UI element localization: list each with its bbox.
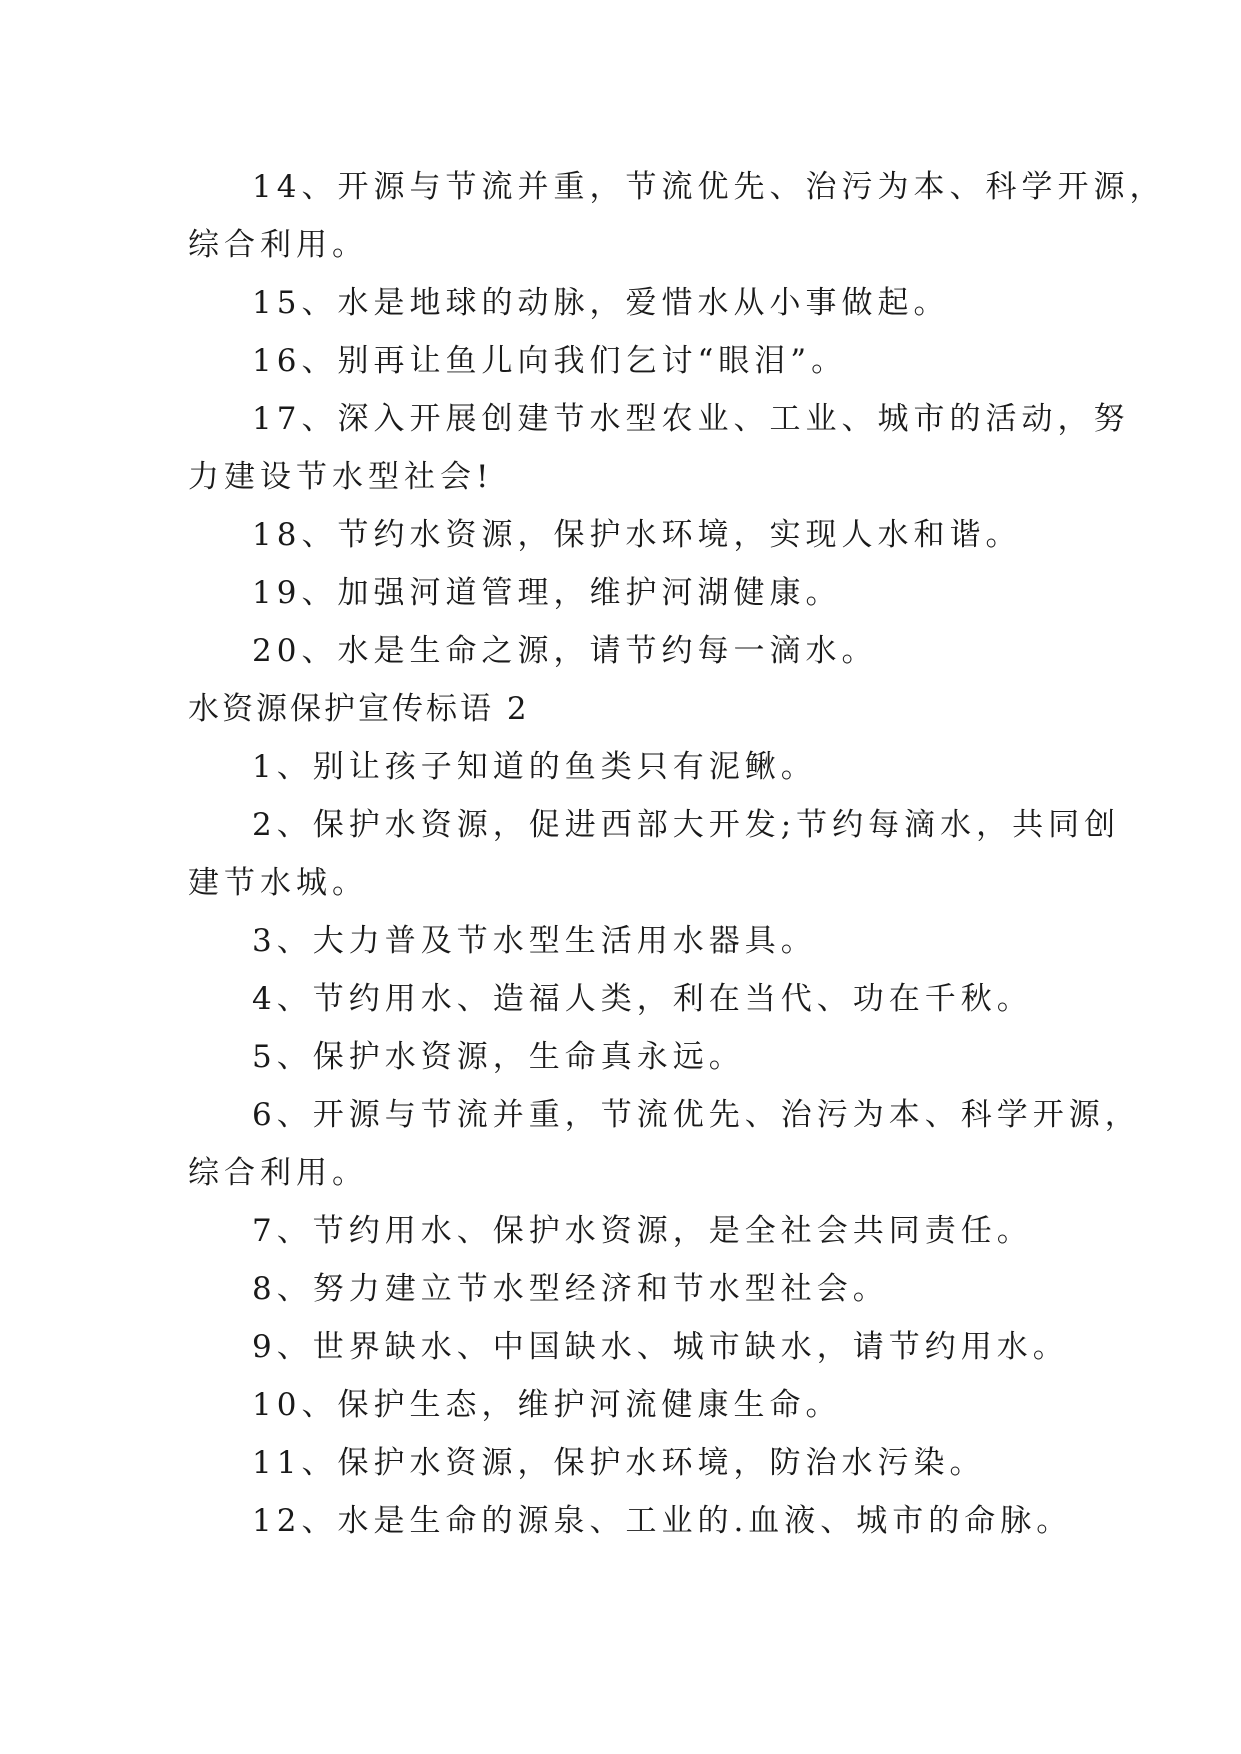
slogan-line: 19、加强河道管理，维护河湖健康。 <box>252 575 842 611</box>
slogan-line: 2、保护水资源，促进西部大开发;节约每滴水，共同创 <box>252 807 1121 843</box>
slogan-line: 20、水是生命之源，请节约每一滴水。 <box>252 633 878 669</box>
slogan-line: 14、开源与节流并重，节流优先、治污为本、科学开源， <box>252 169 1166 205</box>
slogan-line-continuation: 综合利用。 <box>188 227 368 263</box>
slogan-line: 6、开源与节流并重，节流优先、治污为本、科学开源， <box>252 1097 1141 1133</box>
slogan-line: 1、别让孩子知道的鱼类只有泥鳅。 <box>252 749 817 785</box>
slogan-line: 11、保护水资源，保护水环境，防治水污染。 <box>252 1445 986 1481</box>
slogan-line: 15、水是地球的动脉，爱惜水从小事做起。 <box>252 285 950 321</box>
slogan-line-continuation: 力建设节水型社会! <box>188 459 494 495</box>
slogan-line: 12、水是生命的源泉、工业的.血液、城市的命脉。 <box>252 1503 1073 1539</box>
slogan-line: 16、别再让鱼儿向我们乞讨“眼泪”。 <box>252 343 848 379</box>
slogan-line-continuation: 综合利用。 <box>188 1155 368 1191</box>
section-heading: 水资源保护宣传标语 2 <box>188 691 530 727</box>
slogan-line: 7、节约用水、保护水资源，是全社会共同责任。 <box>252 1213 1033 1249</box>
slogan-line: 17、深入开展创建节水型农业、工业、城市的活动，努 <box>252 401 1130 437</box>
slogan-line: 3、大力普及节水型生活用水器具。 <box>252 923 817 959</box>
slogan-line: 9、世界缺水、中国缺水、城市缺水，请节约用水。 <box>252 1329 1069 1365</box>
slogan-line: 8、努力建立节水型经济和节水型社会。 <box>252 1271 889 1307</box>
slogan-line-continuation: 建节水城。 <box>188 865 368 901</box>
document-page <box>188 158 1166 1550</box>
slogan-line: 18、节约水资源，保护水环境，实现人水和谐。 <box>252 517 1022 553</box>
slogan-line: 10、保护生态，维护河流健康生命。 <box>252 1387 842 1423</box>
slogan-line: 4、节约用水、造福人类，利在当代、功在千秋。 <box>252 981 1033 1017</box>
slogan-line: 5、保护水资源，生命真永远。 <box>252 1039 745 1075</box>
